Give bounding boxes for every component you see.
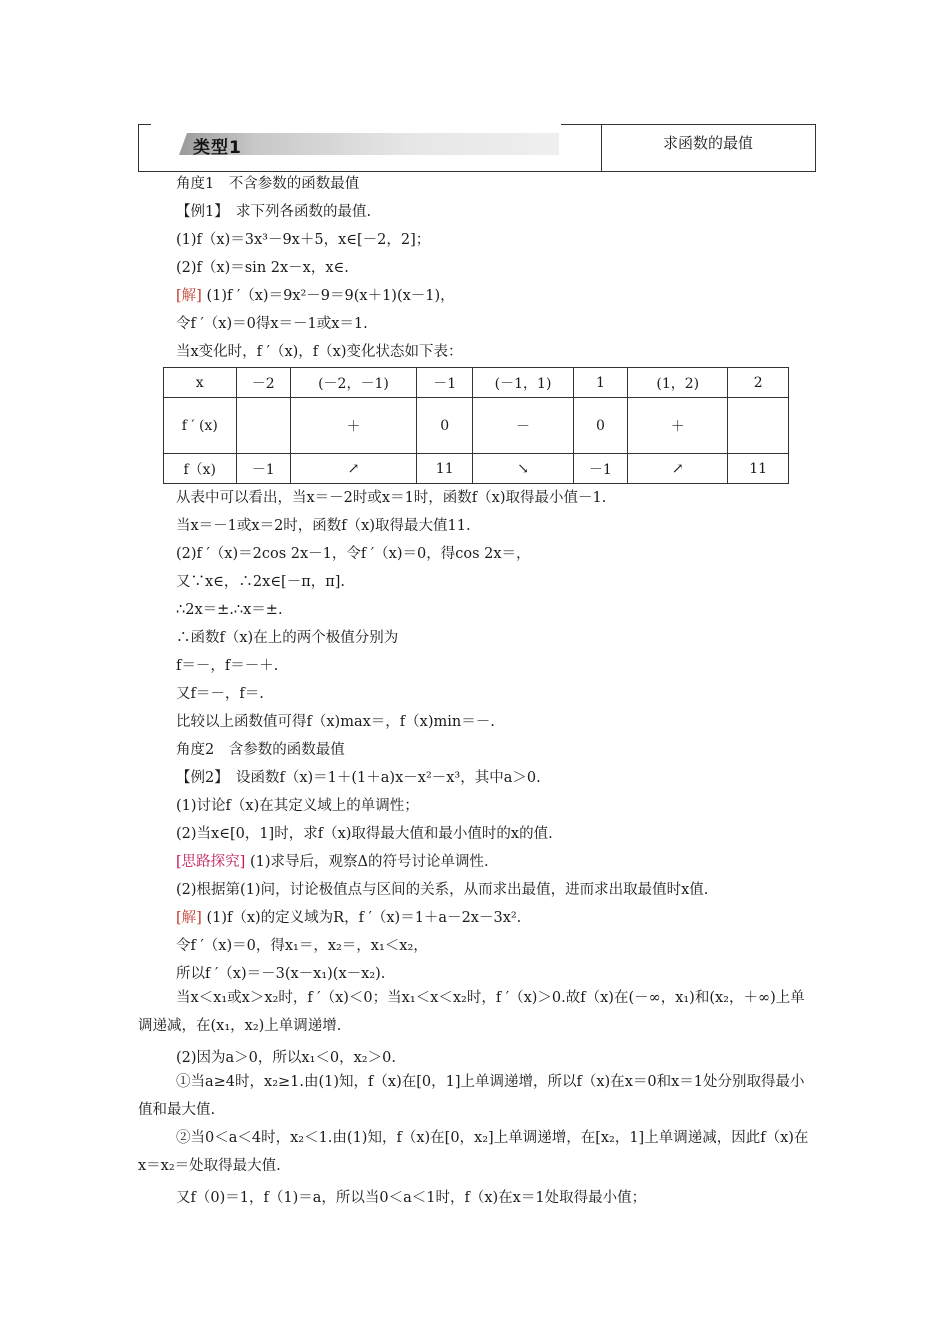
solution2-line3: 所以f ′（x)＝－3(x－x₁)(x－x₂). (176, 966, 386, 982)
angle2-heading: 角度2 含参数的函数最值 (176, 742, 345, 758)
solution1-line2: 令f ′（x)＝0得x＝－1或x＝1. (176, 316, 368, 332)
table-cell: ↗ (291, 454, 417, 484)
table-cell: (－2，－1) (291, 368, 417, 398)
example2-title: 【例2】 设函数f（x)＝1＋(1＋a)x－x²－x³，其中a＞0. (176, 770, 541, 786)
solution1-line3: 当x变化时，f ′（x)，f（x)变化状态如下表： (176, 344, 463, 360)
idea-tag: [思路探究] (176, 854, 246, 870)
solution1-part2-line6: 又f＝－，f＝. (176, 686, 264, 702)
example2-part1: (1)讨论f（x)在其定义域上的单调性； (176, 798, 419, 814)
table-row (164, 368, 789, 398)
solution1-part2-line3: ∴2x＝±.∴x＝±. (176, 602, 283, 618)
table-cell: 1 (573, 368, 628, 398)
table-cell: －1 (236, 454, 291, 484)
table-cell: 11 (416, 454, 473, 484)
variation-table (163, 367, 789, 484)
solution1-text: (1)f ′（x)＝9x²－9＝9(x＋1)(x－1)， (206, 288, 455, 304)
table-row (164, 398, 789, 454)
example1-part2: (2)f（x)＝sin 2x－x，x∈. (176, 260, 349, 276)
table-cell (236, 398, 291, 454)
table-cell: ↘ (473, 454, 573, 484)
table-conclusion-min: 从表中可以看出，当x＝－2时或x＝1时，函数f（x)取得最小值－1. (176, 490, 607, 506)
table-cell (728, 398, 789, 454)
solution2-last-line: 又f（0)＝1，f（1)＝a，所以当0＜a＜1时，f（x)在x＝1处取得最小值； (176, 1190, 647, 1206)
solution-tag: [解] (176, 288, 202, 304)
solution1-part2-line7: 比较以上函数值可得f（x)max＝，f（x)min＝－. (176, 714, 495, 730)
solution2-paragraph1: 当x＜x₁或x＞x₂时，f ′（x)＜0；当x₁＜x＜x₂时，f ′（x)＞0.故f（x)在(－∞，x₁)和(x₂，＋∞)上单调递减，在(x₁，x₂)上单调递增. (138, 990, 805, 1034)
idea-line1 (176, 850, 489, 871)
table-cell: f（x) (164, 454, 237, 484)
solution1-line1 (176, 284, 455, 305)
table-cell: 0 (416, 398, 473, 454)
solution2-case2: ②当0＜a＜4时，x₂＜1.由(1)知，f（x)在[0，x₂]上单调递增，在[x₂，1]上单调递减，因此f（x)在x＝x₂＝处取得最大值. (138, 1130, 809, 1174)
idea-text: (1)求导后，观察Δ的符号讨论单调性. (249, 854, 489, 870)
solution1-part2-line2: 又∵x∈，∴2x∈[－π，π]. (176, 574, 346, 590)
table-cell: x (164, 368, 237, 398)
solution2-line2: 令f ′（x)＝0，得x₁＝，x₂＝，x₁＜x₂， (176, 938, 428, 954)
table-cell: －1 (416, 368, 473, 398)
solution2-text: (1)f（x)的定义域为R，f ′（x)＝1＋a－2x－3x². (206, 910, 522, 926)
table-cell: (1，2) (628, 368, 728, 398)
table-cell: f ′ (x) (164, 398, 237, 454)
table-cell: 2 (728, 368, 789, 398)
section-header (138, 124, 816, 172)
section-type-label: 类型1 (193, 138, 242, 158)
table-row (164, 454, 789, 484)
example1-title: 【例1】 求下列各函数的最值. (176, 204, 372, 220)
header-gap (151, 123, 561, 126)
table-cell: － (473, 398, 573, 454)
table-cell: ↗ (628, 454, 728, 484)
table-cell: ＋ (291, 398, 417, 454)
table-cell: 0 (573, 398, 628, 454)
solution1-part2-line5: f＝－，f＝－＋. (176, 658, 279, 674)
solution1-part2-line1: (2)f ′（x)＝2cos 2x－1，令f ′（x)＝0，得cos 2x＝， (176, 546, 531, 562)
solution2-part2-line1: (2)因为a＞0，所以x₁＜0，x₂＞0. (176, 1050, 396, 1066)
table-cell: －2 (236, 368, 291, 398)
table-cell: －1 (573, 454, 628, 484)
angle1-heading: 角度1 不含参数的函数最值 (176, 176, 360, 192)
table-cell: (－1，1) (473, 368, 573, 398)
example1-part1: (1)f（x)＝3x³－9x＋5，x∈[－2，2]； (176, 232, 431, 248)
table-cell: 11 (728, 454, 789, 484)
table-cell: ＋ (628, 398, 728, 454)
table-conclusion-max: 当x＝－1或x＝2时，函数f（x)取得最大值11. (176, 518, 471, 534)
idea-line2: (2)根据第(1)问，讨论极值点与区间的关系，从而求出最值，进而求出取最值时x值. (176, 882, 709, 898)
solution2-case1: ①当a≥4时，x₂≥1.由(1)知，f（x)在[0，1]上单调递增，所以f（x)在x＝0和x＝1处分别取得最小值和最大值. (138, 1074, 805, 1118)
example2-part2: (2)当x∈[0，1]时，求f（x)取得最大值和最小值时的x的值. (176, 826, 553, 842)
section-title: 求函数的最值 (662, 134, 753, 152)
solution2-tag: [解] (176, 910, 202, 926)
solution1-part2-line4: ∴函数f（x)在上的两个极值分别为 (176, 630, 399, 646)
solution2-line1 (176, 906, 521, 927)
